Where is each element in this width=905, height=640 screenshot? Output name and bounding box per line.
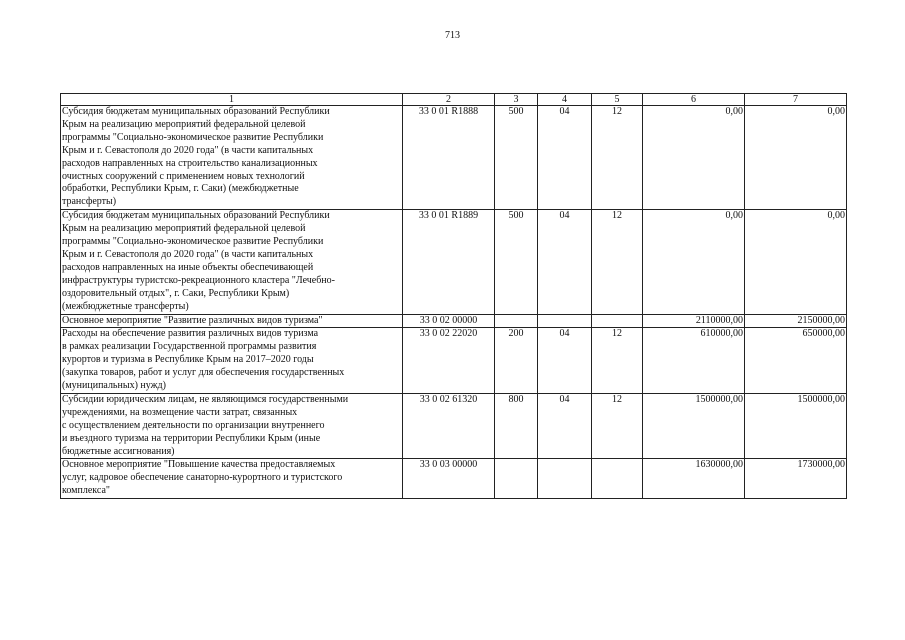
expense-name: Основное мероприятие "Развитие различных видов туризма" [61, 314, 403, 328]
subsection-code: 12 [592, 393, 643, 459]
subsection-code: 12 [592, 210, 643, 314]
subsection-code: 12 [592, 106, 643, 210]
amount-col-6: 1630000,00 [643, 459, 745, 499]
subsection-code [592, 314, 643, 328]
table-row [61, 210, 847, 314]
expense-name: Субсидия бюджетам муниципальных образований Республики Крым на реализацию мероприятий федеральной целевой программы "Социально-экономическое развитие Республики Крым и г. Севастополя до 2020 года" (в части капитальных расходов направленных на строительство канализационных очистных сооружений с применением новых технологий обработки, Республики Крым, г. Саки) (межбюджетные трансферты) [61, 106, 403, 210]
section-code: 04 [538, 106, 592, 210]
column-header: 7 [745, 94, 847, 106]
amount-col-7: 2150000,00 [745, 314, 847, 328]
subsection-code: 12 [592, 328, 643, 394]
amount-col-6: 0,00 [643, 106, 745, 210]
expense-name: Основное мероприятие "Повышение качества предоставляемых услуг, кадровое обеспечение санаторно-курортного и туристского комплекса" [61, 459, 403, 499]
table-row [61, 393, 847, 459]
expense-type-code: 500 [495, 106, 538, 210]
expense-type-code: 800 [495, 393, 538, 459]
expense-name: Расходы на обеспечение развития различных видов туризма в рамках реализации Государственной программы развития курортов и туризма в Республике Крым на 2017–2020 годы (закупка товаров, работ и услуг для обеспечения государственных (муниципальных) нужд) [61, 328, 403, 394]
column-header: 2 [403, 94, 495, 106]
column-header: 3 [495, 94, 538, 106]
amount-col-6: 1500000,00 [643, 393, 745, 459]
table-row [61, 106, 847, 210]
expense-type-code [495, 459, 538, 499]
section-code [538, 314, 592, 328]
amount-col-6: 610000,00 [643, 328, 745, 394]
header-row [61, 94, 847, 106]
target-article-code: 33 0 02 00000 [403, 314, 495, 328]
amount-col-7: 1730000,00 [745, 459, 847, 499]
amount-col-6: 2110000,00 [643, 314, 745, 328]
expense-type-code [495, 314, 538, 328]
expense-type-code: 500 [495, 210, 538, 314]
column-header: 6 [643, 94, 745, 106]
target-article-code: 33 0 01 R1888 [403, 106, 495, 210]
column-header: 1 [61, 94, 403, 106]
table-row [61, 459, 847, 499]
expense-name: Субсидии юридическим лицам, не являющимся государственными учреждениями, на возмещение части затрат, связанных с осуществлением деятельности по организации внутреннего и въездного туризма на территории Республики Крым (иные бюджетные ассигнования) [61, 393, 403, 459]
expense-type-code: 200 [495, 328, 538, 394]
amount-col-7: 650000,00 [745, 328, 847, 394]
section-code [538, 459, 592, 499]
page-number: 713 [445, 30, 460, 41]
subsection-code [592, 459, 643, 499]
section-code: 04 [538, 393, 592, 459]
target-article-code: 33 0 02 22020 [403, 328, 495, 394]
budget-table [60, 93, 847, 499]
table-row [61, 314, 847, 328]
amount-col-6: 0,00 [643, 210, 745, 314]
section-code: 04 [538, 210, 592, 314]
column-header: 5 [592, 94, 643, 106]
amount-col-7: 1500000,00 [745, 393, 847, 459]
amount-col-7: 0,00 [745, 106, 847, 210]
table-row [61, 328, 847, 394]
column-header: 4 [538, 94, 592, 106]
expense-name: Субсидия бюджетам муниципальных образований Республики Крым на реализацию мероприятий федеральной целевой программы "Социально-экономическое развитие Республики Крым и г. Севастополя до 2020 года" (в части капитальных расходов направленных на иные объекты обеспечивающей инфраструктуры туристско-рекреационного кластера "Лечебно- оздоровительный отдых", г. Саки, Республики Крым) (межбюджетные трансферты) [61, 210, 403, 314]
amount-col-7: 0,00 [745, 210, 847, 314]
target-article-code: 33 0 01 R1889 [403, 210, 495, 314]
target-article-code: 33 0 03 00000 [403, 459, 495, 499]
target-article-code: 33 0 02 61320 [403, 393, 495, 459]
section-code: 04 [538, 328, 592, 394]
